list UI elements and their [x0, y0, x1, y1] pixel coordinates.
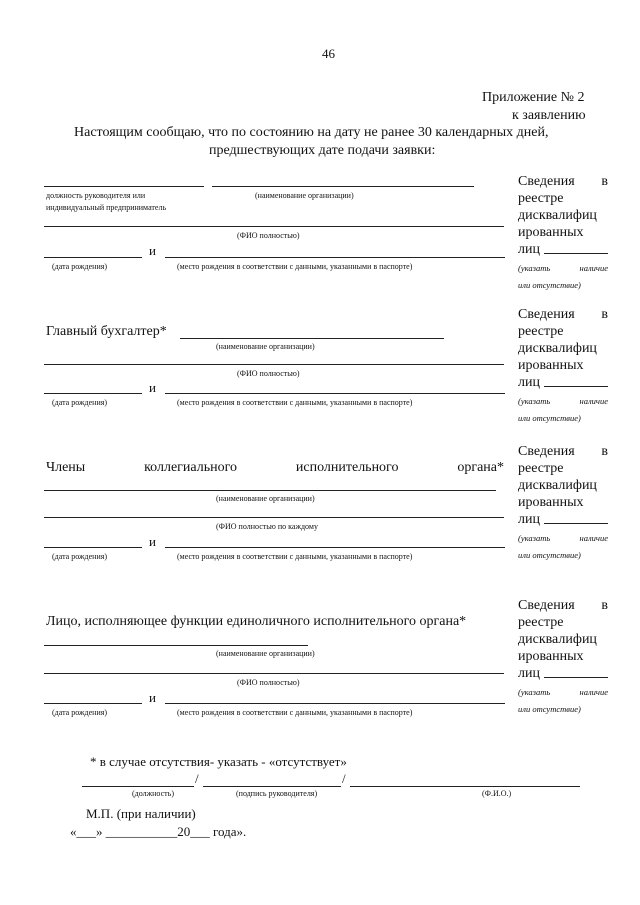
- sole-exec-name-label: (ФИО полностью): [237, 678, 300, 687]
- birth-date-field[interactable]: [44, 257, 142, 258]
- chief-accountant-label: Главный бухгалтер*: [46, 324, 167, 339]
- fio-caption: (Ф.И.О.): [482, 789, 512, 798]
- birth-date-label: (дата рождения): [52, 262, 108, 271]
- page-number: 46: [322, 46, 335, 61]
- position-label-2: индивидуальный предприниматель: [46, 203, 167, 212]
- accountant-name-label: (ФИО полностью): [237, 369, 300, 378]
- org-name-label: (наименование организации): [255, 191, 354, 200]
- date-line[interactable]: «___» ___________20___ года».: [70, 824, 247, 839]
- appendix-title: Приложение № 2: [482, 90, 585, 105]
- signoff-position-field[interactable]: [82, 786, 194, 787]
- birth-date-label: (дата рождения): [52, 708, 108, 717]
- signoff-fio-field[interactable]: [350, 786, 580, 787]
- accountant-org-field[interactable]: [180, 338, 444, 339]
- accountant-name-field[interactable]: [44, 364, 504, 365]
- accountant-birth-place-field[interactable]: [165, 393, 505, 394]
- birth-place-field[interactable]: [165, 257, 505, 258]
- sole-exec-org-label: (наименование организации): [216, 649, 315, 658]
- signature-caption: (подпись руководителя): [236, 789, 318, 798]
- birth-place-label: (место рождения в соответствии с данными, указанными в паспорте): [177, 398, 413, 407]
- side-note-4: Сведения в реестре дисквалифиц ированных лиц (указать наличие или отсутствие): [518, 598, 608, 714]
- sole-executive-label: Лицо, исполняющее функции единоличного исполнительного органа*: [46, 614, 467, 629]
- position-label: должность руководителя или: [46, 191, 146, 200]
- board-names-label: (ФИО полностью по каждому: [216, 522, 318, 531]
- board-org-field[interactable]: [44, 490, 496, 491]
- separator-slash: /: [195, 771, 199, 786]
- board-birth-place-field[interactable]: [165, 547, 505, 548]
- sole-exec-name-field[interactable]: [44, 673, 504, 674]
- position-field[interactable]: [44, 186, 204, 187]
- full-name-label: (ФИО полностью): [237, 231, 300, 240]
- birth-date-label: (дата рождения): [52, 398, 108, 407]
- accountant-birth-date-field[interactable]: [44, 393, 142, 394]
- sole-exec-org-field[interactable]: [44, 645, 308, 646]
- birth-place-label: (место рождения в соответствии с данными, указанными в паспорте): [177, 552, 413, 561]
- org-name-field[interactable]: [212, 186, 474, 187]
- footnote: * в случае отсутствия- указать - «отсутствует»: [90, 754, 347, 769]
- side-note-2: Сведения в реестре дисквалифиц ированных лиц (указать наличие или отсутствие): [518, 307, 608, 423]
- birth-date-label: (дата рождения): [52, 552, 108, 561]
- separator-slash: /: [342, 771, 346, 786]
- board-members-label: Члены коллегиального исполнительного органа*: [46, 460, 504, 475]
- and-label: и: [149, 690, 156, 705]
- side-note-1: Сведения в реестре дисквалифиц ированных лиц (указать наличие или отсутствие): [518, 174, 608, 290]
- and-label: и: [149, 380, 156, 395]
- sole-exec-birth-date-field[interactable]: [44, 703, 142, 704]
- birth-place-label: (место рождения в соответствии с данными, указанными в паспорте): [177, 262, 413, 271]
- appendix-subtitle: к заявлению: [512, 108, 586, 123]
- and-label: и: [149, 534, 156, 549]
- and-label: и: [149, 243, 156, 258]
- board-names-field[interactable]: [44, 517, 504, 518]
- full-name-field[interactable]: [44, 226, 504, 227]
- intro-line-2: предшествующих дате подачи заявки:: [209, 143, 436, 158]
- intro-line-1: Настоящим сообщаю, что по состоянию на дату не ранее 30 календарных дней,: [74, 125, 549, 140]
- side-note-3: Сведения в реестре дисквалифиц ированных лиц (указать наличие или отсутствие): [518, 444, 608, 560]
- signoff-signature-field[interactable]: [203, 786, 341, 787]
- board-birth-date-field[interactable]: [44, 547, 142, 548]
- board-org-label: (наименование организации): [216, 494, 315, 503]
- sole-exec-birth-place-field[interactable]: [165, 703, 505, 704]
- stamp-label: М.П. (при наличии): [86, 806, 196, 821]
- position-caption: (должность): [132, 789, 174, 798]
- birth-place-label: (место рождения в соответствии с данными, указанными в паспорте): [177, 708, 413, 717]
- accountant-org-label: (наименование организации): [216, 342, 315, 351]
